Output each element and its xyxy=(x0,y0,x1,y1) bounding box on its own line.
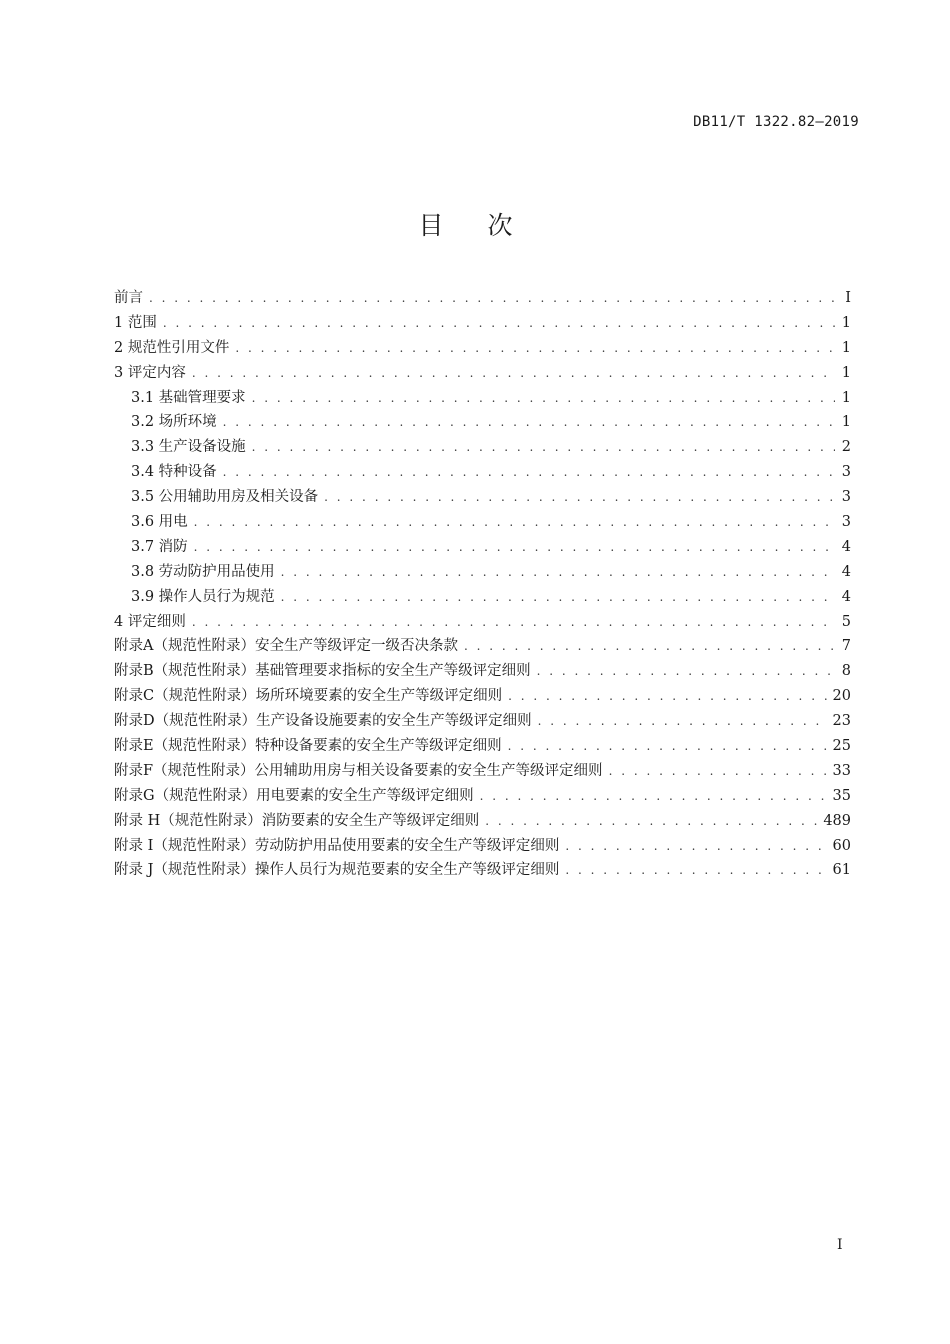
toc-entry-page: 1 xyxy=(841,314,851,331)
toc-entry[interactable] xyxy=(114,734,851,759)
toc-entry-page: 2 xyxy=(841,439,851,456)
toc-entry-page: 1 xyxy=(841,339,851,356)
toc-leader-dots xyxy=(223,460,835,485)
toc-entry[interactable] xyxy=(114,311,851,336)
toc-entry[interactable] xyxy=(114,585,851,610)
toc-entry[interactable] xyxy=(114,709,851,734)
toc-entry-label: 附录 I（规范性附录）劳动防护用品使用要素的安全生产等级评定细则 xyxy=(114,837,560,854)
toc-entry-page: 20 xyxy=(832,688,851,705)
toc-entry-page: 3 xyxy=(841,514,851,531)
toc-entry-label: 附录B（规范性附录）基础管理要求指标的安全生产等级评定细则 xyxy=(114,663,531,680)
toc-leader-dots xyxy=(192,610,835,635)
toc-entry[interactable] xyxy=(114,684,851,709)
toc-entry-label: 附录C（规范性附录）场所环境要素的安全生产等级评定细则 xyxy=(114,688,503,705)
toc-entry-label: 3.6 用电 xyxy=(131,514,188,531)
table-of-contents xyxy=(114,286,851,883)
toc-entry[interactable] xyxy=(114,510,851,535)
toc-leader-dots xyxy=(537,659,835,684)
toc-entry-page: 3 xyxy=(841,489,851,506)
toc-entry-page: 4 xyxy=(841,588,851,605)
toc-entry-label: 3.2 场所环境 xyxy=(131,414,217,431)
toc-entry-label: 附录G（规范性附录）用电要素的安全生产等级评定细则 xyxy=(114,787,474,804)
toc-entry-label: 附录D（规范性附录）生产设备设施要素的安全生产等级评定细则 xyxy=(114,713,532,730)
toc-entry-label: 3.7 消防 xyxy=(131,538,188,555)
toc-entry-page: 61 xyxy=(832,862,851,879)
toc-entry-page: 5 xyxy=(841,613,851,630)
toc-leader-dots xyxy=(252,435,835,460)
toc-leader-dots xyxy=(324,485,835,510)
toc-leader-dots xyxy=(480,784,827,809)
toc-entry[interactable] xyxy=(114,460,851,485)
toc-leader-dots xyxy=(194,535,835,560)
toc-entry-page: 35 xyxy=(832,787,851,804)
toc-entry-page: 25 xyxy=(832,738,851,755)
page-title: 目次 xyxy=(418,211,557,240)
toc-leader-dots xyxy=(192,361,835,386)
toc-entry[interactable] xyxy=(114,634,851,659)
toc-entry-page: I xyxy=(845,290,851,306)
toc-leader-dots xyxy=(538,709,827,734)
toc-leader-dots xyxy=(609,759,827,784)
toc-entry-page: 489 xyxy=(823,812,851,829)
toc-entry-page: 8 xyxy=(841,663,851,680)
toc-entry-page: 3 xyxy=(841,464,851,481)
toc-entry[interactable] xyxy=(114,286,851,311)
toc-entry-label: 附录A（规范性附录）安全生产等级评定一级否决条款 xyxy=(114,638,458,655)
toc-entry-label: 4 评定细则 xyxy=(114,613,186,630)
toc-entry-label: 3.9 操作人员行为规范 xyxy=(131,588,275,605)
toc-entry-label: 附录 H（规范性附录）消防要素的安全生产等级评定细则 xyxy=(114,812,480,829)
toc-entry[interactable] xyxy=(114,759,851,784)
toc-leader-dots xyxy=(508,734,827,759)
standard-code: DB11/T 1322.82—2019 xyxy=(693,114,859,130)
toc-leader-dots xyxy=(565,858,826,883)
toc-entry-label: 3.8 劳动防护用品使用 xyxy=(131,563,275,580)
toc-entry-page: 4 xyxy=(841,538,851,555)
toc-entry[interactable] xyxy=(114,610,851,635)
toc-entry[interactable] xyxy=(114,535,851,560)
toc-entry-page: 1 xyxy=(841,414,851,431)
toc-leader-dots xyxy=(464,634,835,659)
toc-entry-label: 3.1 基础管理要求 xyxy=(131,389,246,406)
toc-leader-dots xyxy=(149,286,835,311)
toc-leader-dots xyxy=(281,585,835,610)
toc-leader-dots xyxy=(235,336,835,361)
toc-entry[interactable] xyxy=(114,809,851,834)
toc-entry-label: 3.3 生产设备设施 xyxy=(131,439,246,456)
toc-entry[interactable] xyxy=(114,858,851,883)
toc-entry-label: 附录F（规范性附录）公用辅助用房与相关设备要素的安全生产等级评定细则 xyxy=(114,762,603,779)
toc-entry-label: 3.5 公用辅助用房及相关设备 xyxy=(131,489,319,506)
toc-leader-dots xyxy=(163,311,835,336)
toc-entry[interactable] xyxy=(114,410,851,435)
toc-entry-label: 附录E（规范性附录）特种设备要素的安全生产等级评定细则 xyxy=(114,738,502,755)
toc-entry-label: 前言 xyxy=(114,290,143,306)
toc-entry[interactable] xyxy=(114,336,851,361)
toc-leader-dots xyxy=(194,510,835,535)
toc-leader-dots xyxy=(508,684,826,709)
toc-entry[interactable] xyxy=(114,435,851,460)
toc-entry-page: 1 xyxy=(841,389,851,406)
toc-entry[interactable] xyxy=(114,560,851,585)
page-number: I xyxy=(837,1237,843,1253)
toc-entry-page: 33 xyxy=(832,762,851,779)
toc-entry[interactable] xyxy=(114,361,851,386)
toc-leader-dots xyxy=(223,410,835,435)
toc-entry-page: 60 xyxy=(832,837,851,854)
toc-entry-page: 4 xyxy=(841,563,851,580)
toc-entry[interactable] xyxy=(114,834,851,859)
toc-leader-dots xyxy=(565,834,826,859)
toc-entry-label: 2 规范性引用文件 xyxy=(114,339,230,356)
toc-entry[interactable] xyxy=(114,485,851,510)
toc-entry[interactable] xyxy=(114,659,851,684)
toc-entry-page: 7 xyxy=(841,638,851,655)
toc-entry-label: 3 评定内容 xyxy=(114,364,186,381)
toc-entry[interactable] xyxy=(114,784,851,809)
toc-leader-dots xyxy=(485,809,817,834)
toc-leader-dots xyxy=(252,386,835,411)
toc-entry-page: 1 xyxy=(841,364,851,381)
toc-entry-label: 3.4 特种设备 xyxy=(131,464,217,481)
toc-entry-page: 23 xyxy=(832,713,851,730)
toc-entry-label: 附录 J（规范性附录）操作人员行为规范要素的安全生产等级评定细则 xyxy=(114,862,560,879)
toc-leader-dots xyxy=(281,560,835,585)
toc-entry[interactable] xyxy=(114,386,851,411)
toc-entry-label: 1 范围 xyxy=(114,314,157,331)
